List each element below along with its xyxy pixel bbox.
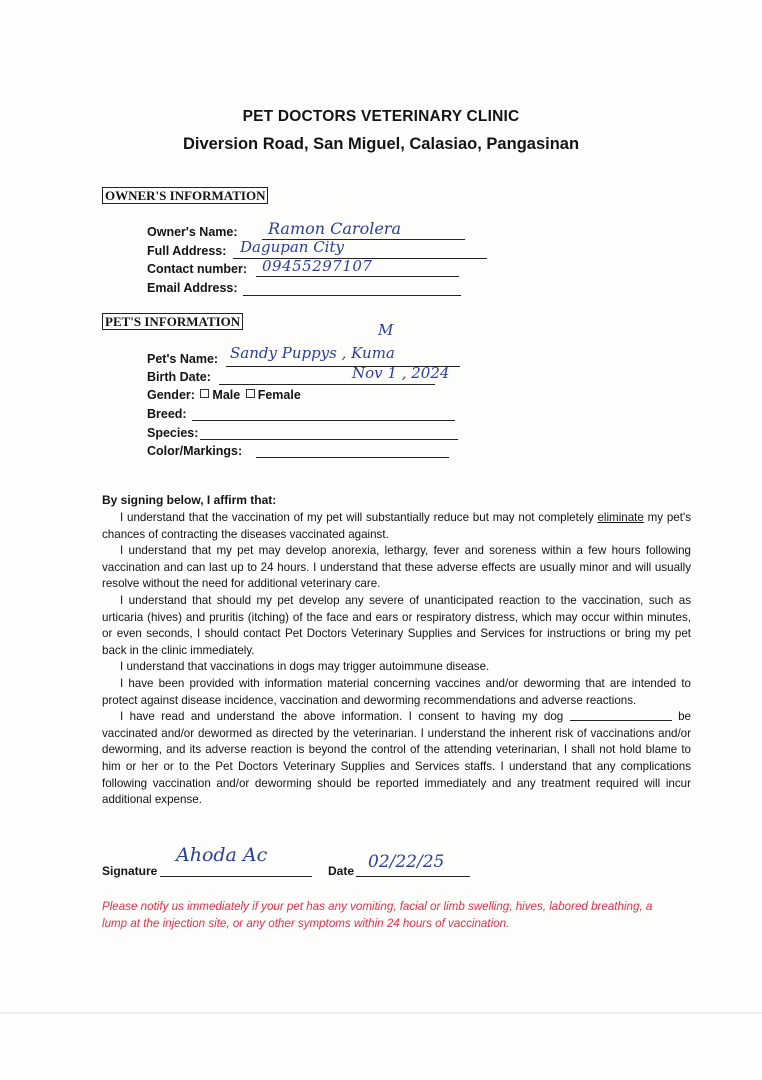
signature-line[interactable] [160,876,312,877]
affirm-paragraph-4: I understand that vaccinations in dogs may trigger autoimmune disease. [120,660,490,674]
female-checkbox[interactable] [246,389,255,398]
pet-gender-label: Gender: [147,388,195,402]
affirm-body [102,510,691,809]
affirm-p1-underlined: eliminate [597,511,644,524]
clinic-name: PET DOCTORS VETERINARY CLINIC [242,108,520,125]
pet-breed-field [147,407,187,421]
owner-email-field [147,281,238,295]
owner-name-field [147,225,238,239]
dog-name-blank[interactable] [570,710,672,721]
affirm-p6-start: I have read and understand the above information. I consent to having my dog [120,710,570,724]
pet-name-note: M [378,321,394,339]
affirm-paragraph-3: I understand that should my pet develop any severe of unanticipated reaction to the vaccination, such as urticaria (hives) and pruritis (itching) of the face and ears or respiratory distress, which may occur within minutes, or even seconds, I should contact Pet Doctors Veterinary Supplies and Services for instructions or bring my pet back in the clinic immediately. [102,593,691,657]
pet-species-field [147,426,198,440]
pet-birth-field [147,370,211,384]
date-label: Date [328,864,355,878]
owner-contact-field [147,262,247,276]
date-line[interactable] [356,876,470,877]
affirm-paragraph-5: I have been provided with information material concerning vaccines and/or deworming that are intended to protect against disease incidence, vaccination and deworming recommendations and adverse reactions. [102,676,691,707]
owner-contact-label: Contact number: [147,262,247,276]
pet-birth-label: Birth Date: [147,370,211,384]
scan-edge [0,1012,762,1014]
affirm-title: By signing below, I affirm that: [102,493,277,507]
pet-section-heading: PET'S INFORMATION [102,313,243,330]
pet-birth-line[interactable] [219,384,435,385]
pet-color-label: Color/Markings: [147,444,243,458]
owner-address-field [147,244,226,258]
male-option-label: Male [212,388,241,402]
affirm-paragraph-1 [102,510,691,543]
owner-email-label: Email Address: [147,281,238,295]
pet-gender-field [147,388,301,402]
signature-value: Ahoda Ac [176,844,268,866]
female-option-label: Female [257,388,301,402]
owner-address-label: Full Address: [147,244,227,258]
owner-name-value: Ramon Carolera [268,219,401,238]
affirm-paragraph-6 [102,709,691,809]
affirm-p1-start: I understand that the vaccination of my pet will substantially reduce but may not completely [120,511,598,524]
pet-species-line[interactable] [200,439,458,440]
owner-email-line[interactable] [243,295,461,296]
affirm-p1-end: my pet's chances of contracting the diseases vaccinated against. [102,511,691,541]
owner-contact-value: 09455297107 [262,257,373,275]
symptom-notice: Please notify us immediately if your pet has any vomiting, facial or limb swelling, hives, labored breathing, a lump at the injection site, or any other symptoms within 24 hours of vaccination. [102,900,653,930]
pet-color-field [147,444,242,458]
pet-name-value: Sandy Puppys , Kuma [230,344,395,362]
signature-label: Signature [102,864,158,878]
pet-birth-value: Nov 1 , 2024 [352,364,450,382]
affirm-p6-end: be vaccinated and/or dewormed as directed by the veterinarian. I understand the inherent risk of vaccinations and/or deworming, and its adverse reaction is beyond the control of the attending veterinarian, I shall not hold blame to him or her or to the Pet Doctors Veterinary Supplies and Services staffs. I understand that any complications following vaccination and/or deworming should be reported immediately and any treatment required will incur additional expense. [102,710,691,807]
date-value: 02/22/25 [368,852,445,872]
male-checkbox[interactable] [200,389,209,398]
pet-name-label: Pet's Name: [147,352,219,366]
clinic-address: Diversion Road, San Miguel, Calasiao, Pangasinan [182,135,580,153]
pet-species-label: Species: [147,426,199,440]
pet-color-line[interactable] [256,457,449,458]
owner-name-label: Owner's Name: [147,225,238,239]
pet-breed-line[interactable] [192,420,455,421]
owner-contact-line[interactable] [256,276,459,277]
pet-name-field [147,352,218,366]
pet-breed-label: Breed: [147,407,187,421]
owner-section-heading: OWNER'S INFORMATION [102,187,268,204]
owner-address-value: Dagupan City [240,238,344,256]
affirm-paragraph-2: I understand that my pet may develop anorexia, lethargy, fever and soreness within a few hours following vaccination and can last up to 24 hours. I understand that these adverse effects are usually minor and will usually resolve without the need for additional veterinary care. [102,544,691,591]
